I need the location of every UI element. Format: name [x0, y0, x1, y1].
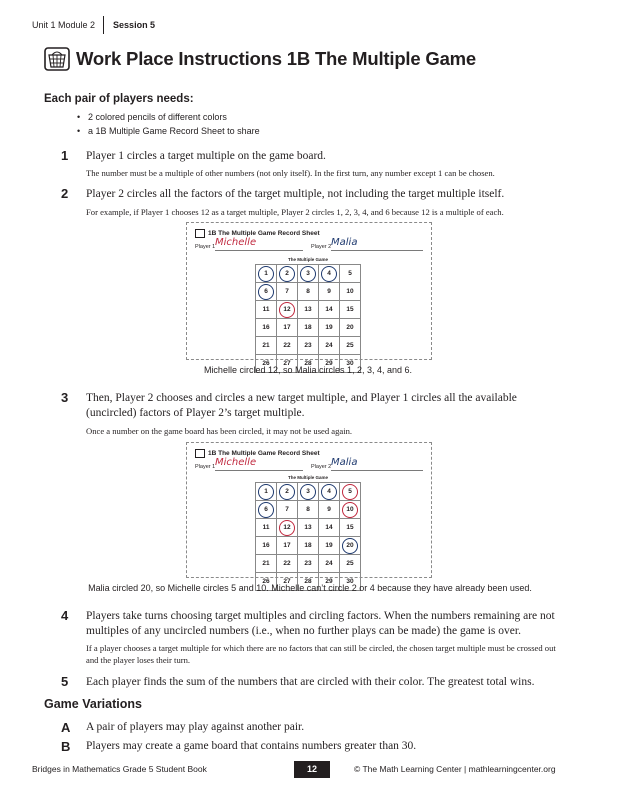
board-cell: 23 [298, 337, 319, 355]
board-cell: 28 [298, 355, 319, 373]
board-row [256, 319, 361, 337]
step-number: 1 [61, 148, 69, 163]
needs-heading: Each pair of players needs: [44, 93, 194, 105]
board-cell: 23 [298, 555, 319, 573]
multiple-game-board [255, 256, 361, 373]
player2-line [331, 250, 423, 251]
board-row [256, 519, 361, 537]
board-cell: 19 [319, 319, 340, 337]
board-cell: 26 [256, 573, 277, 591]
player1-label: Player 1 [195, 464, 216, 470]
needs-item: • a 1B Multiple Game Record Sheet to share [88, 126, 260, 136]
board-cell-circled-player2: 6 [256, 283, 277, 301]
header-divider [103, 16, 104, 34]
step-text: Player 1 circles a target multiple on the game board. [86, 150, 326, 162]
board-cell: 29 [319, 573, 340, 591]
board-cell: 13 [298, 519, 319, 537]
board-cell-circled-player2: 3 [298, 265, 319, 283]
figure-caption: Michelle circled 12, so Malia circles 1, 2, 3, 4, and 6. [203, 365, 413, 375]
board-row [256, 537, 361, 555]
board-cell: 21 [256, 337, 277, 355]
board-cell: 26 [256, 355, 277, 373]
board-cell: 22 [277, 337, 298, 355]
unit-module-label: Unit 1 Module 2 [32, 20, 96, 30]
board-cell: 25 [340, 337, 361, 355]
sheet-icon [195, 449, 205, 458]
board-title: The Multiple Game [287, 475, 328, 480]
board-cell-circled-player1: 12 [277, 301, 298, 319]
board-cell: 28 [298, 573, 319, 591]
board-title: The Multiple Game [287, 257, 328, 262]
player2-name: Malia [331, 457, 358, 468]
board-cell: 9 [319, 501, 340, 519]
board-cell: 18 [298, 537, 319, 555]
board-cell: 17 [277, 537, 298, 555]
board-cell: 16 [256, 319, 277, 337]
step-note: For example, if Player 1 chooses 12 as a target multiple, Player 2 circles 1, 2, 3, 4, and 6 because 12 is a multiple of each. [86, 207, 504, 217]
player1-name: Michelle [215, 237, 257, 248]
board-cell: 14 [319, 301, 340, 319]
variation-text: Players may create a game board that contains numbers greater than 30. [86, 740, 417, 752]
board-cell: 10 [340, 283, 361, 301]
multiple-game-board [255, 474, 361, 591]
player2-line [331, 470, 423, 471]
sheet-title: 1B The Multiple Game Record Sheet [195, 229, 320, 238]
board-cell-circled-player2: 2 [277, 483, 298, 501]
board-cell: 14 [319, 519, 340, 537]
step-text: Player 2 circles all the factors of the target multiple, not including the target multiple itself. [86, 188, 505, 200]
page-number: 12 [294, 761, 330, 778]
session-label: Session 5 [113, 20, 156, 30]
board-cell-circled-player2: 1 [256, 483, 277, 501]
board-cell: 9 [319, 283, 340, 301]
board-cell: 29 [319, 355, 340, 373]
record-sheet-figure-1 [186, 222, 432, 367]
board-row [256, 265, 361, 283]
step-number: 4 [61, 608, 69, 623]
board-cell-circled-player2: 3 [298, 483, 319, 501]
board-cell: 21 [256, 555, 277, 573]
step-number: 5 [61, 674, 69, 689]
board-cell: 8 [298, 283, 319, 301]
player1-line [215, 250, 303, 251]
player1-line [215, 470, 303, 471]
board-cell: 27 [277, 355, 298, 373]
board-cell-circled-player2: 20 [340, 537, 361, 555]
record-sheet-figure-2 [186, 442, 432, 585]
board-cell: 5 [340, 265, 361, 283]
board-cell: 13 [298, 301, 319, 319]
variations-heading: Game Variations [44, 697, 142, 711]
board-cell-circled-player2: 4 [319, 265, 340, 283]
board-cell-circled-player2: 6 [256, 501, 277, 519]
board-cell: 19 [319, 537, 340, 555]
board-cell: 20 [340, 319, 361, 337]
board-cell: 25 [340, 555, 361, 573]
step-note: The number must be a multiple of other numbers (not only itself). In the first turn, any number except 1 can be chosen. [86, 168, 495, 178]
sheet-title: 1B The Multiple Game Record Sheet [195, 449, 320, 458]
board-cell-circled-player2: 1 [256, 265, 277, 283]
step-number: 2 [61, 186, 69, 201]
player1-name: Michelle [215, 457, 257, 468]
board-cell: 11 [256, 301, 277, 319]
variation-letter: A [61, 720, 71, 735]
board-cell: 8 [298, 501, 319, 519]
board-row [256, 501, 361, 519]
board-cell: 16 [256, 537, 277, 555]
board-cell: 18 [298, 319, 319, 337]
step-text: Players take turns choosing target multiples and circling factors. When the numbers remaining are not multiples of any uncircled numbers (i.e., when no further plays can be made) the game is over. [86, 610, 555, 637]
running-header [32, 16, 155, 34]
step-text: Then, Player 2 chooses and circles a new target multiple, and Player 1 circles all the available (uncircled) factors of Player 2’s target multiple. [86, 392, 517, 419]
board-cell: 15 [340, 519, 361, 537]
player2-name: Malia [331, 237, 358, 248]
board-cell: 24 [319, 337, 340, 355]
player2-label: Player 2 [311, 464, 332, 470]
board-row [256, 555, 361, 573]
footer-copyright: © The Math Learning Center | mathlearningcenter.org [354, 764, 556, 774]
board-cell: 27 [277, 573, 298, 591]
board-cell: 7 [277, 501, 298, 519]
sheet-icon [195, 229, 205, 238]
board-cell-circled-player2: 4 [319, 483, 340, 501]
board-cell: 7 [277, 283, 298, 301]
step-text: Each player finds the sum of the numbers that are circled with their color. The greatest total wins. [86, 676, 535, 688]
variation-text: A pair of players may play against another pair. [86, 721, 305, 733]
board-cell-circled-player2: 2 [277, 265, 298, 283]
board-cell: 30 [340, 355, 361, 373]
page-title: Work Place Instructions 1B The Multiple Game [76, 48, 477, 69]
step-number: 3 [61, 390, 69, 405]
step-note: If a player chooses a target multiple for which there are no factors that can still be circled, the chosen target multiple must be crossed out and the player loses their turn. [86, 643, 556, 665]
step-note: Once a number on the game board has been circled, it may not be used again. [86, 426, 353, 436]
board-cell-circled-player1: 12 [277, 519, 298, 537]
figure-caption: Malia circled 20, so Michelle circles 5 and 10. Michelle can’t circle 2 or 4 because they have already been used. [88, 583, 532, 593]
board-cell: 17 [277, 319, 298, 337]
board-cell-circled-player1: 5 [340, 483, 361, 501]
needs-item: • 2 colored pencils of different colors [88, 112, 227, 122]
page-title-row [44, 47, 476, 71]
board-cell-circled-player1: 10 [340, 501, 361, 519]
variation-letter: B [61, 739, 71, 754]
board-row [256, 337, 361, 355]
board-row [256, 283, 361, 301]
board-cell: 30 [340, 573, 361, 591]
player1-label: Player 1 [195, 244, 216, 250]
work-place-basket-icon [44, 47, 70, 71]
board-cell: 24 [319, 555, 340, 573]
footer-book: Bridges in Mathematics Grade 5 Student Book [32, 764, 207, 774]
board-cell: 15 [340, 301, 361, 319]
board-row [256, 301, 361, 319]
board-cell: 22 [277, 555, 298, 573]
board-cell: 11 [256, 519, 277, 537]
board-row [256, 483, 361, 501]
player2-label: Player 2 [311, 244, 332, 250]
